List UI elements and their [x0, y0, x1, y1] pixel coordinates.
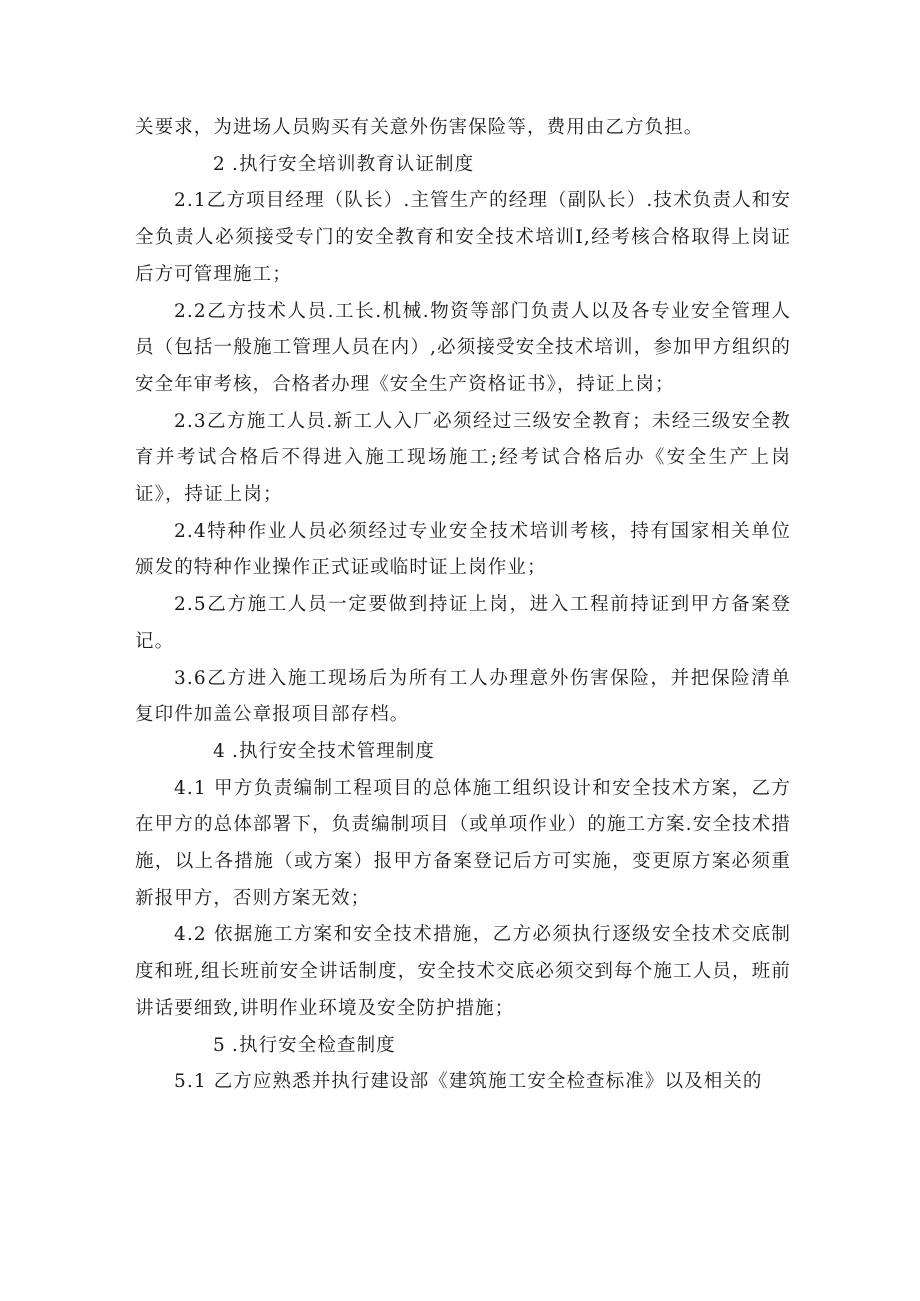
section-title: .执行安全检查制度	[232, 1034, 396, 1056]
section-heading-5	[135, 1028, 791, 1065]
section-heading-4	[135, 734, 791, 771]
paragraph-continuation: 关要求，为进场人员购买有关意外伤害保险等，费用由乙方负担。	[135, 117, 704, 138]
clause-4-1: 4.1 甲方负责编制工程项目的总体施工组织设计和安全技术方案，乙方在甲方的总体部署下，负责编制项目（或单项作业）的施工方案.安全技术措施，以上各措施（或方案）报甲方备案登记后方可实施，变更原方案必须重新报甲方，否则方案无效；	[135, 777, 791, 909]
clause-2-2: 2.2乙方技术人员.工长.机械.物资等部门负责人以及各专业安全管理人员（包括一般施工管理人员在内）,必须接受安全技术培训，参加甲方组织的安全年审考核，合格者办理《安全生产资格证书》，持证上岗；	[135, 300, 791, 395]
clause-5-1: 5.1 乙方应熟悉并执行建设部《建筑施工安全检查标准》以及相关的	[174, 1071, 763, 1093]
section-title: .执行安全培训教育认证制度	[232, 153, 475, 175]
clause-2-4: 2.4特种作业人员必须经过专业安全技术培训考核，持有国家相关单位颁发的特种作业操作正式证或临时证上岗作业；	[135, 520, 791, 579]
section-number: 5	[213, 1034, 226, 1056]
clause-2-3: 2.3乙方施工人员.新工人入厂必须经过三级安全教育；未经三级安全教育并考试合格后不得进入施工现场施工;经考试合格后办《安全生产上岗证》，持证上岗；	[135, 410, 791, 506]
clause-2-5: 2.5乙方施工人员一定要做到持证上岗，进入工程前持证到甲方备案登记。	[135, 594, 791, 652]
section-number: 4	[213, 740, 226, 762]
clause-2-1: 2.1乙方项目经理（队长）.主管生产的经理（副队长）.技术负责人和安全负责人必须接受专门的安全教育和安全技术培训I,经考核合格取得上岗证后方可管理施工；	[135, 190, 791, 285]
section-heading-2	[135, 147, 791, 184]
clause-3-6: 3.6乙方进入施工现场后为所有工人办理意外伤害保险，并把保险清单复印件加盖公章报项目部存档。	[135, 667, 791, 726]
clause-4-2: 4.2 依据施工方案和安全技术措施，乙方必须执行逐级安全技术交底制度和班,组长班前安全讲话制度，安全技术交底必须交到每个施工人员，班前讲话要细致,讲明作业环境及安全防护措施；	[135, 924, 791, 1019]
section-title: .执行安全技术管理制度	[232, 740, 435, 762]
document-body	[135, 110, 791, 1101]
section-number: 2	[213, 153, 226, 175]
